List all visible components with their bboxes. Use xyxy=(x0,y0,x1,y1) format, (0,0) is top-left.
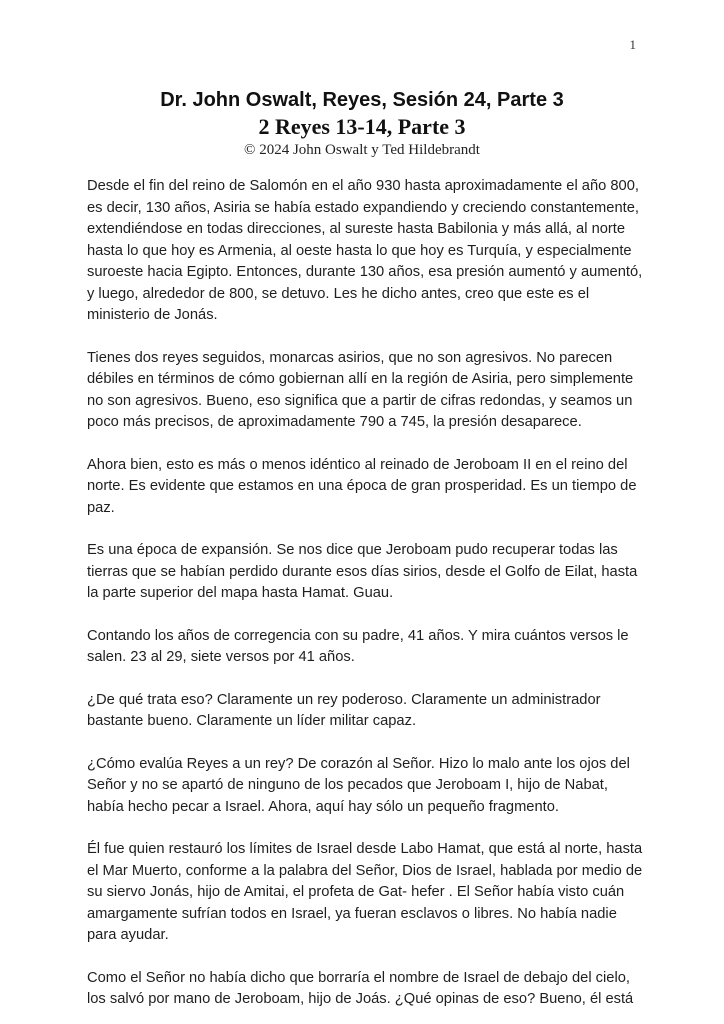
body-paragraph: Ahora bien, esto es más o menos idéntico al reinado de Jeroboam II en el reino del norte. Es evidente que estamos en una época de gran prosperidad. Es un tiempo de paz. xyxy=(87,456,637,516)
document-title: Dr. John Oswalt, Reyes, Sesión 24, Parte 3 xyxy=(160,89,564,111)
body-paragraph: Como el Señor no había dicho que borraría el nombre de Israel de debajo del cielo, los salvó por mano de Jeroboam, hijo de Joás. ¿Qué opinas de eso? Bueno, él está xyxy=(87,969,634,1008)
document-body xyxy=(87,176,644,1011)
body-paragraph: ¿De qué trata eso? Claramente un rey poderoso. Claramente un administrador bastante bueno. Claramente un líder militar capaz. xyxy=(87,691,601,730)
document-subtitle: 2 Reyes 13-14, Parte 3 xyxy=(258,114,466,139)
body-paragraph: Contando los años de corregencia con su padre, 41 años. Y mira cuántos versos le salen. 23 al 29, siete versos por 41 años. xyxy=(87,627,629,666)
body-paragraph: Tienes dos reyes seguidos, monarcas asirios, que no son agresivos. No parecen débiles en términos de cómo gobiernan allí en la región de Asiria, pero simplemente no son agresivos. Bueno, eso significa que a partir de cifras redondas, y seamos un poco más precisos, de aproximadamente 790 a 745, la presión desaparece. xyxy=(87,349,634,431)
copyright-line: © 2024 John Oswalt y Ted Hildebrandt xyxy=(244,142,480,159)
body-paragraph: Desde el fin del reino de Salomón en el año 930 hasta aproximadamente el año 800, es decir, 130 años, Asiria se había estado expandiendo y creciendo constantemente, extendiéndose en todas direcciones, al sureste hasta Babilonia y más allá, al norte hasta lo que hoy es Armenia, al oeste hasta lo que hoy es Turquía, y especialmente suroeste hacia Egipto. Entonces, durante 130 años, esa presión aumentó y aumentó, y luego, alrededor de 800, se detuvo. Les he dicho antes, creo que este es el ministerio de Jonás. xyxy=(87,178,643,324)
body-paragraph: Es una época de expansión. Se nos dice que Jeroboam pudo recuperar todas las tierras que se habían perdido durante esos días sirios, desde el Golfo de Eilat, hasta la parte superior del mapa hasta Hamat. Guau. xyxy=(87,542,638,602)
document-header xyxy=(0,0,724,159)
body-paragraph: Él fue quien restauró los límites de Israel desde Labo Hamat, que está al norte, hasta el Mar Muerto, conforme a la palabra del Señor, Dios de Israel, hablada por medio de su siervo Jonás, hijo de Amitai, el profeta de Gat- hefer . El Señor había visto cuán amargamente sufrían todos en Israel, ya fueran esclavos o libres. No había nadie para ayudar. xyxy=(87,841,643,944)
page-number: 1 xyxy=(629,37,636,52)
body-paragraph: ¿Cómo evalúa Reyes a un rey? De corazón al Señor. Hizo lo malo ante los ojos del Señor y no se apartó de ninguno de los pecados que Jeroboam I, hijo de Nabat, había hecho pecar a Israel. Ahora, aquí hay sólo un pequeño fragmento. xyxy=(87,755,630,815)
